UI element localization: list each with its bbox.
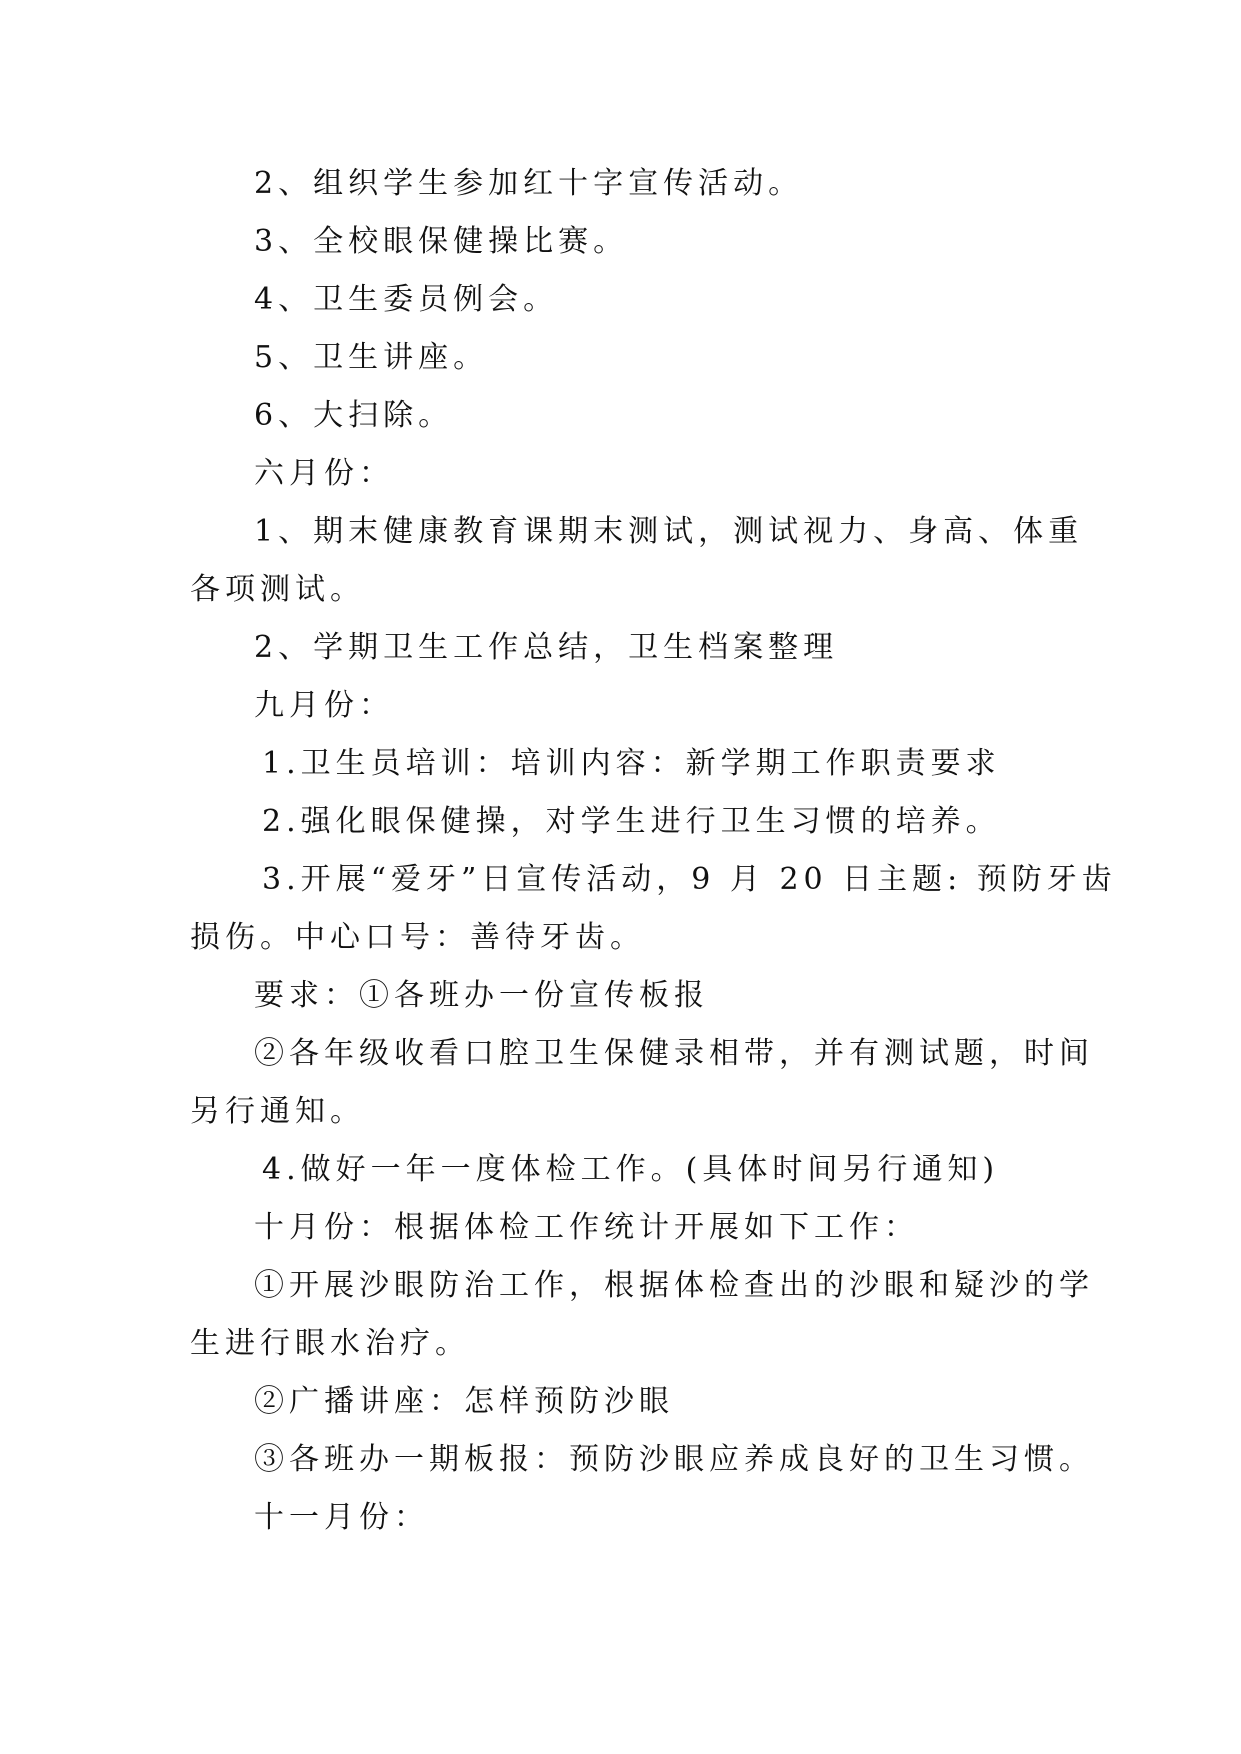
paragraph-continuation: 生进行眼水治疗。: [190, 1326, 470, 1361]
paragraph-line: 要求：①各班办一份宣传板报: [254, 978, 709, 1013]
paragraph-line: ①开展沙眼防治工作，根据体检查出的沙眼和疑沙的学: [254, 1268, 1094, 1303]
paragraph-line: ②各年级收看口腔卫生保健录相带，并有测试题，时间: [254, 1036, 1094, 1071]
paragraph-line: 2.强化眼保健操，对学生进行卫生习惯的培养。: [262, 804, 1001, 839]
paragraph-line: 2、学期卫生工作总结，卫生档案整理: [254, 630, 839, 665]
document-body: [190, 155, 1117, 1547]
paragraph-line: 3、全校眼保健操比赛。: [254, 224, 629, 259]
paragraph-line: 4、卫生委员例会。: [254, 282, 559, 317]
section-heading: 十月份：根据体检工作统计开展如下工作：: [254, 1210, 919, 1245]
paragraph-line: 3.开展“爱牙”日宣传活动，9 月 20 日主题: 预防牙齿: [262, 862, 1117, 897]
section-heading: 九月份：: [254, 688, 394, 723]
paragraph-line: 6、大扫除。: [254, 398, 454, 433]
paragraph-line: 1.卫生员培训：培训内容：新学期工作职责要求: [262, 746, 1001, 781]
paragraph-line: ③各班办一期板报：预防沙眼应养成良好的卫生习惯。: [254, 1442, 1094, 1477]
paragraph-line: 5、卫生讲座。: [254, 340, 489, 375]
paragraph-continuation: 损伤。中心口号：善待牙齿。: [190, 920, 645, 955]
paragraph-continuation: 各项测试。: [190, 572, 365, 607]
paragraph-continuation: 另行通知。: [190, 1094, 365, 1129]
section-heading: 六月份：: [254, 456, 394, 491]
paragraph-line: 1、期末健康教育课期末测试，测试视力、身高、体重: [254, 514, 1084, 549]
section-heading: 十一月份：: [254, 1500, 429, 1535]
paragraph-line: 2、组织学生参加红十字宣传活动。: [254, 166, 804, 201]
paragraph-line: ②广播讲座：怎样预防沙眼: [254, 1384, 674, 1419]
paragraph-line: 4.做好一年一度体检工作。(具体时间另行通知): [262, 1152, 1000, 1187]
